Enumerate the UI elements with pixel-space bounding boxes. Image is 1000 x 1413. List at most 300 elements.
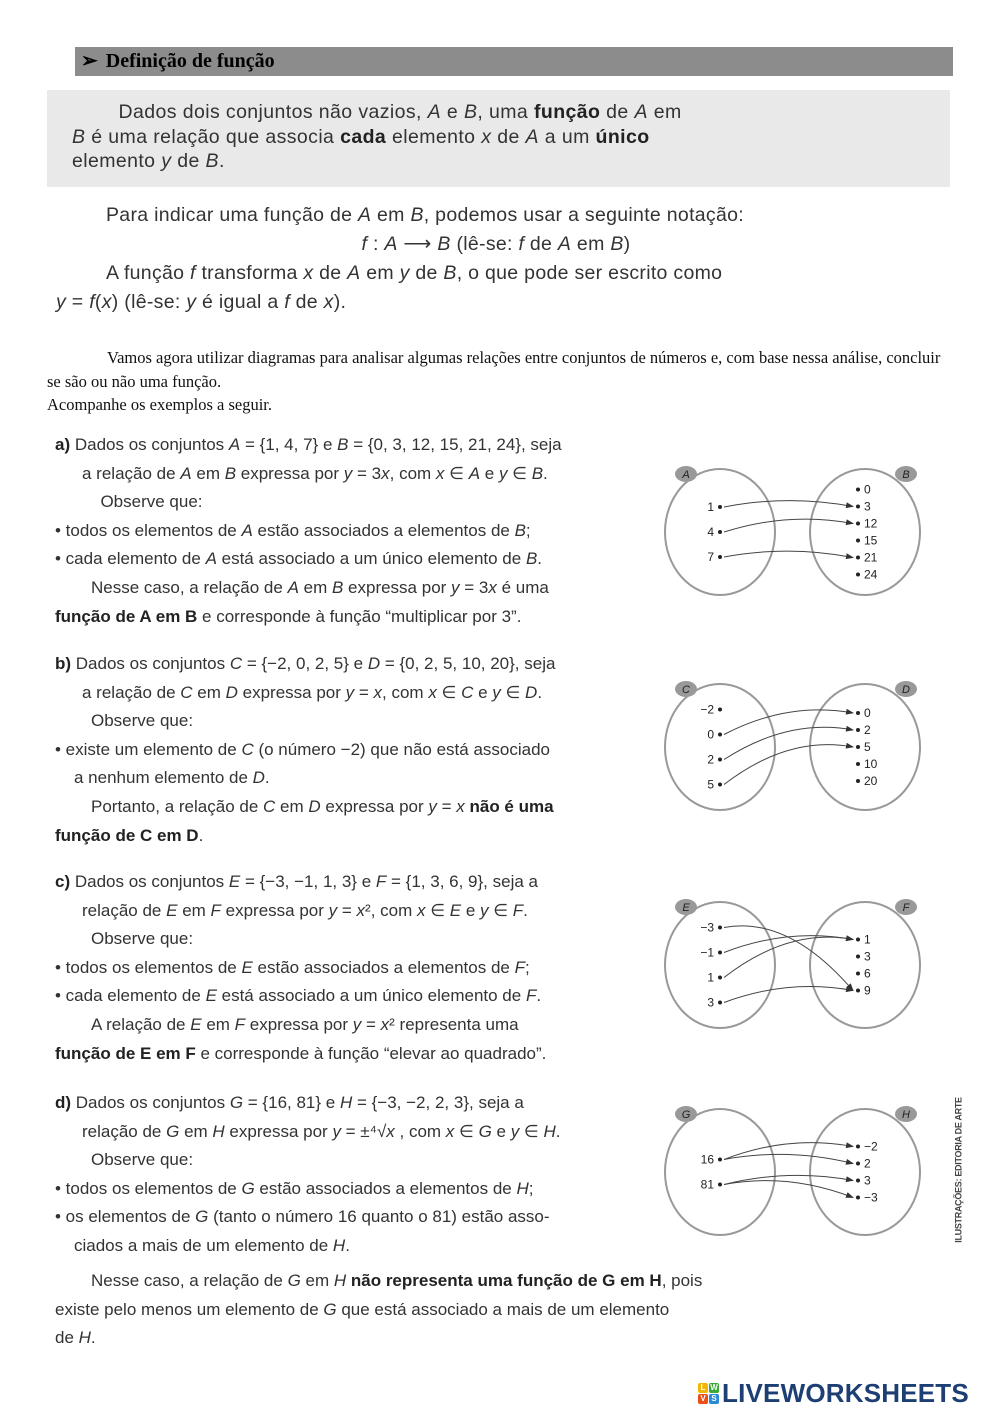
text-line bbox=[55, 650, 655, 679]
element-dot bbox=[718, 926, 722, 930]
text-segment: em bbox=[275, 796, 309, 816]
text-segment: F bbox=[512, 900, 524, 920]
text-segment: G bbox=[195, 1207, 209, 1227]
mapping-arrow bbox=[724, 727, 853, 759]
text-segment: G bbox=[166, 1121, 180, 1141]
text-line bbox=[55, 925, 655, 954]
text-segment: a) bbox=[55, 435, 75, 454]
text-segment: f bbox=[190, 262, 196, 284]
text-segment: D bbox=[525, 682, 538, 702]
text-segment: em bbox=[360, 262, 400, 284]
text-segment: y bbox=[480, 900, 489, 920]
text-segment: E bbox=[190, 1014, 202, 1034]
left-element-label: −2 bbox=[700, 702, 714, 717]
element-dot bbox=[718, 708, 722, 712]
mapping-arrow bbox=[724, 1154, 853, 1163]
text-segment: . bbox=[543, 463, 548, 483]
text-segment: E bbox=[205, 986, 217, 1006]
text-segment: = {1, 3, 6, 9}, seja a bbox=[386, 872, 538, 891]
text-segment: = bbox=[354, 682, 374, 702]
text-segment: B bbox=[72, 125, 86, 148]
text-segment: B bbox=[331, 577, 344, 597]
text-segment: . bbox=[555, 1121, 561, 1141]
text-segment: . bbox=[537, 682, 543, 702]
text-line bbox=[55, 431, 655, 460]
text-segment: Dados os conjuntos bbox=[74, 872, 229, 891]
text-segment: • todos os elementos de bbox=[55, 520, 242, 540]
logo-mark-tile: W bbox=[710, 1383, 718, 1392]
right-element-label: 10 bbox=[864, 757, 878, 771]
text-segment: . bbox=[345, 1235, 350, 1255]
set-label-right: F bbox=[902, 902, 910, 914]
diagram-b bbox=[660, 675, 950, 825]
text-segment: ( bbox=[94, 291, 102, 313]
text-segment: ) (lê-se: bbox=[111, 291, 187, 313]
text-segment: B bbox=[531, 463, 544, 483]
set-label-left: G bbox=[681, 1109, 691, 1121]
text-segment: . bbox=[90, 1328, 96, 1348]
text-segment: estão associados a elementos de bbox=[254, 1178, 517, 1198]
text-line bbox=[55, 545, 655, 574]
text-segment: em bbox=[647, 101, 682, 123]
text-segment: = 3 bbox=[459, 577, 489, 597]
text-segment: y bbox=[161, 150, 172, 172]
text-segment: x bbox=[445, 1121, 455, 1141]
text-segment: expressa por bbox=[236, 463, 344, 483]
text-line bbox=[55, 1232, 655, 1261]
text-segment: Observe que: bbox=[91, 492, 203, 512]
text-segment: G bbox=[323, 1299, 337, 1319]
text-segment: A bbox=[205, 549, 217, 569]
text-segment: c) bbox=[55, 872, 75, 891]
text-line bbox=[55, 1324, 855, 1353]
text-line bbox=[55, 1203, 655, 1232]
text-segment: = {−2, 0, 2, 5} e bbox=[242, 654, 368, 673]
illustration-credit: ILUSTRAÇÕES: EDITORIA DE ARTE bbox=[953, 1097, 964, 1243]
text-segment: A bbox=[384, 233, 398, 255]
element-dot bbox=[856, 488, 860, 492]
text-segment: e corresponde à função “multiplicar por 3”. bbox=[197, 606, 522, 626]
text-segment: = bbox=[361, 1014, 381, 1034]
element-dot bbox=[856, 989, 860, 993]
text-segment: de bbox=[171, 150, 206, 172]
text-segment: estão associados a elementos de bbox=[252, 520, 515, 540]
text-segment: Dados os conjuntos bbox=[74, 435, 229, 454]
text-segment: A bbox=[358, 204, 372, 226]
logo-text: LIVEWORKSHEETS bbox=[722, 1378, 969, 1408]
text-segment: , o que pode ser escrito como bbox=[456, 262, 723, 284]
text-segment: = {−3, −2, 2, 3}, seja a bbox=[352, 1093, 524, 1112]
set-ellipse-right bbox=[810, 1109, 920, 1235]
text-segment: y bbox=[56, 291, 67, 313]
right-element-label: 3 bbox=[864, 499, 871, 514]
text-segment: relação de bbox=[82, 900, 167, 920]
left-element-label: 2 bbox=[707, 752, 714, 767]
text-segment: x bbox=[435, 463, 445, 483]
text-segment: H bbox=[332, 1235, 346, 1255]
text-segment: A bbox=[228, 435, 241, 454]
text-segment: = {−3, −1, 1, 3} e bbox=[240, 872, 376, 891]
text-segment: em bbox=[298, 577, 332, 597]
text-segment: (tanto o número 16 quanto o 81) estão asso- bbox=[208, 1207, 550, 1227]
text-segment: • todos os elementos de bbox=[55, 957, 242, 977]
left-element-label: 81 bbox=[700, 1177, 714, 1192]
text-segment: B bbox=[410, 204, 424, 226]
element-dot bbox=[856, 938, 860, 942]
text-segment: . bbox=[523, 900, 528, 920]
text-segment: A bbox=[468, 463, 481, 483]
text-segment: expressa por bbox=[343, 577, 452, 597]
text-segment: A bbox=[525, 125, 539, 148]
text-segment: ; bbox=[528, 1178, 534, 1198]
definition-box bbox=[47, 90, 950, 187]
mapping-arrow bbox=[724, 1181, 853, 1198]
text-segment: x bbox=[381, 463, 390, 483]
left-element-label: 16 bbox=[700, 1152, 714, 1167]
element-dot bbox=[718, 758, 722, 762]
text-segment: é uma bbox=[496, 577, 549, 597]
text-segment: transforma bbox=[195, 262, 304, 284]
text-segment: y bbox=[352, 1014, 362, 1034]
text-segment: y bbox=[345, 682, 355, 702]
text-segment: G bbox=[287, 1271, 301, 1290]
text-segment: y bbox=[328, 900, 338, 920]
right-element-label: 2 bbox=[864, 1156, 871, 1171]
text-segment: ∈ bbox=[454, 1121, 479, 1141]
left-element-label: 0 bbox=[707, 727, 714, 742]
text-line bbox=[55, 488, 655, 517]
text-segment: ∈ bbox=[436, 682, 462, 702]
text-segment: B bbox=[437, 233, 451, 255]
right-element-label: 24 bbox=[864, 567, 878, 582]
text-segment: A bbox=[557, 233, 572, 255]
element-dot bbox=[718, 783, 722, 787]
text-segment: x bbox=[303, 262, 314, 284]
text-line bbox=[72, 149, 682, 174]
text-segment: Observe que: bbox=[91, 1150, 194, 1170]
right-element-label: 2 bbox=[864, 723, 871, 737]
element-dot bbox=[856, 505, 860, 509]
text-segment: expressa por bbox=[220, 900, 329, 920]
text-segment: • cada elemento de bbox=[55, 986, 206, 1006]
text-segment: B bbox=[337, 435, 349, 454]
text-segment: ∈ bbox=[425, 900, 450, 920]
text-segment: D bbox=[252, 768, 265, 788]
text-segment: de bbox=[491, 125, 526, 148]
text-segment: • cada elemento de bbox=[55, 549, 206, 569]
text-segment: C bbox=[461, 682, 474, 702]
text-segment: função de A em B bbox=[55, 606, 198, 626]
text-line bbox=[55, 603, 655, 632]
text-segment: em bbox=[191, 463, 225, 483]
text-segment: G bbox=[229, 1093, 244, 1112]
text-segment: x bbox=[386, 1121, 395, 1141]
text-segment: em bbox=[371, 204, 411, 226]
text-segment: estão associados a elementos de bbox=[252, 957, 515, 977]
section-header bbox=[75, 47, 953, 76]
text-segment: , com bbox=[394, 1121, 446, 1141]
element-dot bbox=[718, 505, 722, 509]
text-segment: cada bbox=[340, 125, 387, 148]
text-segment: ⟶ bbox=[397, 233, 438, 255]
element-dot bbox=[856, 745, 860, 749]
text-segment: H bbox=[212, 1121, 225, 1141]
element-dot bbox=[718, 951, 722, 955]
text-segment: está associado a um único elemento de bbox=[216, 549, 526, 569]
text-line bbox=[55, 679, 655, 708]
text-segment: A bbox=[347, 262, 361, 284]
text-segment: x bbox=[356, 900, 366, 920]
text-segment: ∈ bbox=[488, 900, 513, 920]
set-label-left: A bbox=[682, 469, 690, 481]
text-segment: = {16, 81} e bbox=[243, 1093, 340, 1112]
element-dot bbox=[718, 733, 722, 737]
text-segment: e bbox=[441, 101, 464, 123]
text-segment: elemento bbox=[72, 150, 162, 172]
right-element-label: 15 bbox=[864, 533, 878, 548]
text-segment: de bbox=[524, 233, 558, 255]
text-segment: em bbox=[179, 1121, 213, 1141]
element-dot bbox=[856, 1162, 860, 1166]
text-line bbox=[55, 793, 655, 822]
text-segment: expressa por bbox=[320, 796, 429, 816]
text-segment: y bbox=[186, 291, 197, 313]
text-segment: a relação de bbox=[82, 682, 181, 702]
text-line bbox=[55, 707, 655, 736]
text-segment: que está associado a mais de um elemento bbox=[336, 1299, 670, 1319]
text-segment: . bbox=[198, 825, 204, 845]
left-element-label: −1 bbox=[700, 945, 714, 960]
text-segment: C bbox=[229, 654, 243, 673]
text-segment: Observe que: bbox=[91, 711, 194, 731]
text-segment: em bbox=[201, 1014, 235, 1034]
text-line bbox=[55, 574, 655, 603]
element-dot bbox=[856, 711, 860, 715]
diagram-d bbox=[660, 1100, 950, 1250]
left-element-label: 4 bbox=[707, 525, 714, 539]
text-segment: Dados dois conjuntos não vazios, bbox=[72, 101, 428, 123]
text-segment: D bbox=[367, 654, 381, 673]
text-segment: a um bbox=[538, 125, 596, 148]
example-d bbox=[55, 1089, 655, 1261]
text-line bbox=[55, 1175, 655, 1204]
text-segment: ; bbox=[525, 520, 531, 540]
text-line bbox=[55, 517, 655, 546]
text-segment: y bbox=[510, 1121, 520, 1141]
text-segment: e corresponde à função “elevar ao quadrado”. bbox=[195, 1043, 547, 1063]
right-element-label: 5 bbox=[864, 740, 871, 754]
text-segment: x bbox=[380, 1014, 390, 1034]
element-dot bbox=[856, 1145, 860, 1149]
element-dot bbox=[856, 728, 860, 732]
element-dot bbox=[718, 976, 722, 980]
text-segment: ∈ bbox=[519, 1121, 544, 1141]
text-segment: Para indicar uma função de bbox=[106, 204, 358, 226]
element-dot bbox=[856, 1179, 860, 1183]
text-segment: C bbox=[241, 739, 254, 759]
text-segment: em bbox=[300, 1271, 334, 1290]
text-segment: f bbox=[89, 291, 95, 313]
left-element-label: −3 bbox=[700, 920, 714, 935]
intro-follow: Acompanhe os exemplos a seguir. bbox=[47, 395, 272, 414]
text-segment: elemento bbox=[386, 125, 482, 148]
text-segment: • existe um elemento de bbox=[55, 739, 242, 759]
text-segment: = {1, 4, 7} e bbox=[240, 435, 338, 454]
logo-mark-tile: V bbox=[698, 1394, 708, 1404]
text-segment: D bbox=[308, 796, 321, 816]
text-segment: x bbox=[456, 796, 465, 816]
text-segment: A função bbox=[106, 262, 191, 284]
text-line bbox=[56, 288, 936, 317]
set-ellipse-left bbox=[665, 902, 775, 1028]
text-segment: C bbox=[180, 682, 193, 702]
text-segment: F bbox=[234, 1014, 246, 1034]
text-segment: Portanto, a relação de bbox=[91, 796, 264, 816]
set-label-right: H bbox=[902, 1109, 910, 1121]
text-segment: G bbox=[478, 1121, 492, 1141]
text-segment: x bbox=[481, 125, 492, 148]
text-segment: • os elementos de bbox=[55, 1207, 196, 1227]
text-segment: = 3 bbox=[352, 463, 382, 483]
text-line bbox=[72, 125, 682, 150]
text-segment: único bbox=[595, 125, 650, 148]
text-segment: x bbox=[323, 291, 334, 313]
text-segment: H bbox=[333, 1271, 347, 1290]
text-segment: y bbox=[343, 463, 353, 483]
text-segment: relação de bbox=[82, 1121, 167, 1141]
text-segment: ). bbox=[333, 291, 347, 313]
text-segment: f bbox=[361, 233, 368, 255]
element-dot bbox=[856, 539, 860, 543]
text-segment: está associado a um único elemento de bbox=[216, 986, 526, 1006]
right-element-label: −3 bbox=[864, 1190, 878, 1205]
left-element-label: 1 bbox=[707, 500, 714, 514]
text-segment: de bbox=[289, 291, 324, 313]
right-element-label: 1 bbox=[864, 932, 871, 947]
text-segment: . bbox=[218, 150, 225, 172]
text-segment: . bbox=[264, 768, 270, 788]
text-segment: , com bbox=[389, 463, 436, 483]
liveworksheets-logo[interactable] bbox=[698, 1378, 969, 1409]
text-segment: A bbox=[180, 463, 192, 483]
element-dot bbox=[718, 1183, 722, 1187]
element-dot bbox=[718, 530, 722, 534]
right-element-label: 20 bbox=[864, 774, 878, 788]
text-segment: Nesse caso, a relação de bbox=[91, 1271, 288, 1290]
text-segment: y bbox=[332, 1121, 341, 1141]
text-segment: F bbox=[210, 900, 221, 920]
set-ellipse-right bbox=[810, 902, 920, 1028]
text-segment: E bbox=[241, 957, 253, 977]
text-segment: = bbox=[66, 291, 90, 313]
text-segment: função de E em F bbox=[55, 1043, 196, 1063]
mapping-arrow bbox=[724, 926, 853, 991]
text-line bbox=[55, 868, 655, 897]
text-segment: B bbox=[205, 150, 219, 172]
text-segment: E bbox=[228, 872, 241, 891]
text-segment: . bbox=[537, 549, 543, 569]
text-segment: x bbox=[101, 291, 112, 313]
mapping-arrow bbox=[724, 937, 853, 977]
text-segment: de bbox=[55, 1328, 79, 1348]
text-segment: B bbox=[463, 101, 478, 123]
text-segment: a relação de bbox=[82, 463, 181, 483]
mapping-arrow bbox=[724, 551, 853, 557]
element-dot bbox=[856, 955, 860, 959]
right-element-label: −2 bbox=[864, 1139, 878, 1154]
mapping-arrow bbox=[724, 1175, 853, 1184]
set-ellipse-left bbox=[665, 684, 775, 810]
right-element-label: 21 bbox=[864, 550, 878, 565]
text-segment: = bbox=[337, 900, 357, 920]
text-line bbox=[55, 1011, 655, 1040]
text-line bbox=[55, 954, 655, 983]
definition-text bbox=[72, 100, 682, 174]
element-dot bbox=[718, 1158, 722, 1162]
intro-block bbox=[47, 346, 957, 417]
text-segment: em bbox=[192, 682, 226, 702]
text-line bbox=[55, 1296, 855, 1325]
text-segment: x bbox=[488, 577, 497, 597]
text-segment: y bbox=[498, 463, 508, 483]
text-segment: não é uma bbox=[469, 796, 554, 816]
set-label-right: D bbox=[902, 684, 910, 696]
mapping-arrow bbox=[724, 519, 853, 532]
text-segment: B bbox=[525, 549, 538, 569]
example-b bbox=[55, 650, 655, 850]
text-segment: H bbox=[339, 1093, 353, 1112]
text-line bbox=[55, 764, 655, 793]
text-segment: e bbox=[480, 463, 499, 483]
element-dot bbox=[856, 1196, 860, 1200]
example-c bbox=[55, 868, 655, 1068]
text-line bbox=[56, 259, 936, 288]
text-segment: função bbox=[534, 101, 601, 123]
text-segment: e bbox=[473, 682, 493, 702]
text-segment: é igual a bbox=[196, 291, 285, 313]
text-segment: função de C em D bbox=[55, 825, 199, 845]
text-segment: de bbox=[313, 262, 348, 284]
element-dot bbox=[856, 779, 860, 783]
text-segment: em bbox=[177, 900, 211, 920]
text-line bbox=[55, 897, 655, 926]
set-label-right: B bbox=[902, 469, 910, 481]
left-element-label: 1 bbox=[707, 970, 714, 985]
logo-mark-tile: S bbox=[709, 1394, 719, 1404]
text-segment: A relação de bbox=[91, 1014, 191, 1034]
text-segment: y bbox=[399, 262, 410, 284]
diagram-c bbox=[660, 893, 950, 1043]
text-segment: de bbox=[409, 262, 444, 284]
text-segment: b) bbox=[55, 654, 76, 673]
text-segment: x bbox=[428, 682, 437, 702]
text-segment: H bbox=[543, 1121, 556, 1141]
right-element-label: 9 bbox=[864, 983, 871, 998]
text-line bbox=[56, 230, 936, 259]
text-segment: D bbox=[225, 682, 238, 702]
text-segment: = {0, 2, 5, 10, 20}, seja bbox=[380, 654, 556, 673]
text-segment: A bbox=[634, 101, 648, 123]
text-line bbox=[55, 1089, 655, 1118]
text-segment: , uma bbox=[477, 101, 534, 123]
element-dot bbox=[856, 556, 860, 560]
diagram-a bbox=[660, 460, 950, 610]
text-segment: ∈ bbox=[444, 463, 469, 483]
text-segment: : bbox=[367, 233, 385, 255]
element-dot bbox=[718, 555, 722, 559]
text-segment: ∈ bbox=[500, 682, 526, 702]
text-segment: B bbox=[224, 463, 237, 483]
